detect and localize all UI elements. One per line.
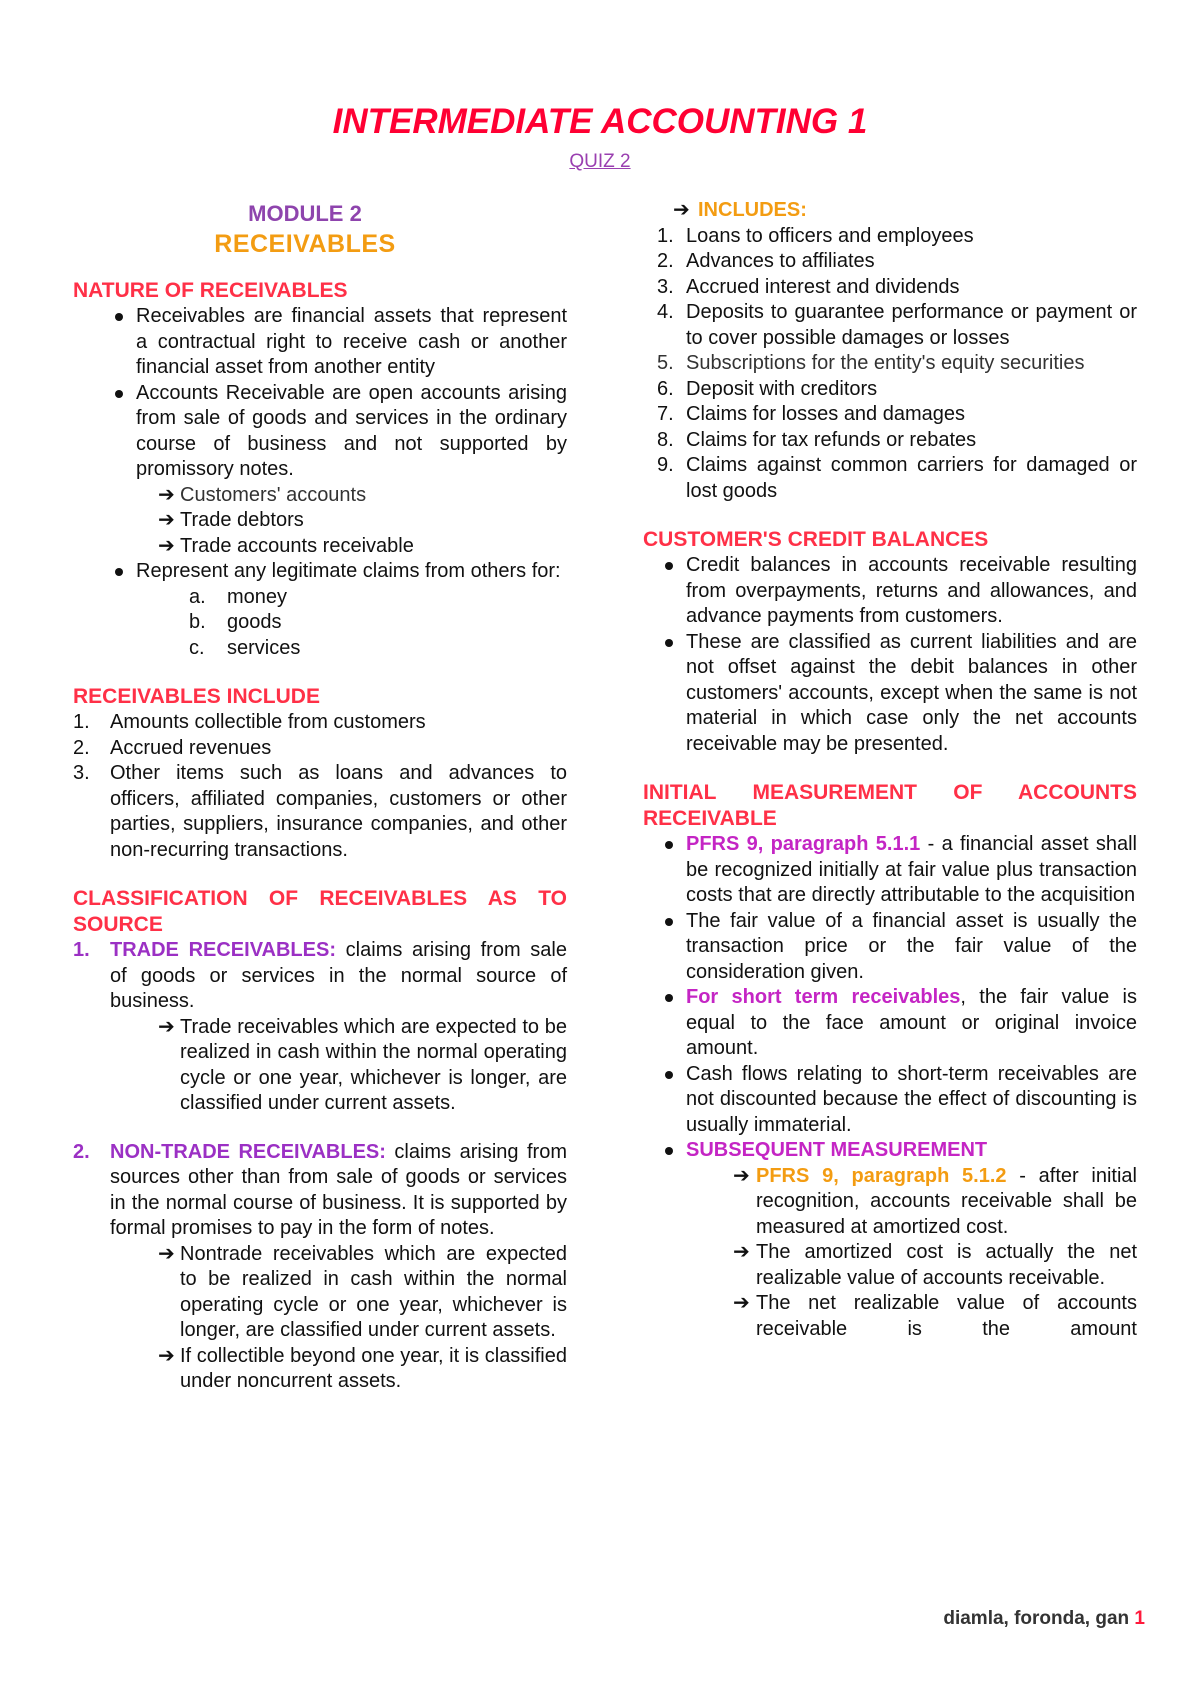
list-item: 1. TRADE RECEIVABLES: claims arising from sale of goods or services in the normal source of business. ➔ Trade receivables which are expected to be realized in cash within the normal operating cycle or one year, whichever is longer, are classified under current assets. <box>73 938 567 1140</box>
list-item: Credit balances in accounts receivable resulting from overpayments, returns and allowances, and advance payments from customers. <box>623 553 1137 630</box>
list-item: 2. NON-TRADE RECEIVABLES: claims arising from sources other than from sale of goods or services in the normal course of business. It is supported by formal promises to pay in the form of notes. ➔ Nontrade receivables which are expected to be realized in cash within the normal operating cycle or one year, whichever is longer, are classified under current assets. ➔ If collectible beyond one year, it is classified under noncurrent assets. <box>73 1140 567 1395</box>
page-number: 1 <box>1134 1608 1145 1629</box>
credit-heading: CUSTOMER'S CREDIT BALANCES <box>643 528 989 551</box>
arrow-icon: ➔ <box>158 534 175 557</box>
classification-heading: CLASSIFICATION OF RECEIVABLES AS TO SOURCE <box>73 887 567 936</box>
list-item: 1. Amounts collectible from customers <box>73 711 426 733</box>
list-item: 1. Loans to officers and employees <box>657 224 974 247</box>
classification-list <box>73 938 567 1395</box>
right-column <box>643 198 1137 1342</box>
includes-list <box>643 224 1137 505</box>
list-item: a. money <box>189 585 288 608</box>
topic-title: RECEIVABLES <box>214 230 396 258</box>
list-item <box>73 381 567 560</box>
arrow-icon: ➔ <box>673 199 690 221</box>
list-item: ➔ The net realizable value of accounts receivable is the amount <box>733 1292 1137 1340</box>
list-item: For short term receivables, the fair value is equal to the face amount or original invoice amount. <box>623 985 1137 1062</box>
list-item: ➔ Trade receivables which are expected to be realized in cash within the normal operating cycle or one year, whichever is longer, are classified under current assets. <box>158 1015 567 1114</box>
list-item: 6. Deposit with creditors <box>657 377 878 400</box>
left-column <box>73 200 567 1395</box>
arrow-icon: ➔ <box>158 483 175 506</box>
include-list <box>73 710 567 863</box>
page-footer <box>815 1607 1145 1631</box>
list-item: 5. Subscriptions for the entity's equity securities <box>657 352 1085 374</box>
list-item: ➔ Customers' accounts <box>73 483 567 509</box>
list-item: ➔ Trade debtors <box>73 508 567 534</box>
list-item: SUBSEQUENT MEASUREMENT ➔ PFRS 9, paragraph 5.1.2 - after initial recognition, accounts receivable shall be measured at amortized cost. ➔ The amortized cost is actually the net realizable value of accounts receivable. ➔ The net realizable value of accounts receivable is the amount <box>623 1138 1137 1342</box>
list-item: 3. Accrued interest and dividends <box>657 275 960 298</box>
nontrade-sub-list <box>73 1242 567 1395</box>
arrow-icon: ➔ <box>158 1015 175 1038</box>
arrow-icon: ➔ <box>733 1292 750 1314</box>
initial-list <box>623 832 1137 1342</box>
arrow-icon: ➔ <box>158 509 175 531</box>
list-item: These are classified as current liabilities and are not offset against the debit balances in other customers' accounts, except when the same is not material in which case only the net accounts receivable may be presented. <box>623 630 1137 758</box>
arrow-icon: ➔ <box>733 1241 750 1263</box>
list-item-text: Accounts Receivable are open accounts arising from sale of goods and services in the ordinary course of business and not supported by promissory notes. <box>136 381 567 480</box>
authors: diamla, foronda, gan <box>943 1608 1135 1629</box>
credit-list <box>623 553 1137 757</box>
list-item: ➔ If collectible beyond one year, it is classified under noncurrent assets. <box>158 1344 567 1392</box>
nature-list <box>73 304 567 661</box>
ar-synonyms-list <box>73 483 567 560</box>
arrow-icon: ➔ <box>733 1164 750 1187</box>
quiz-subtitle: QUIZ 2 <box>569 151 631 172</box>
list-item: 2. Accrued revenues <box>73 736 272 759</box>
list-item: The fair value of a financial asset is usually the transaction price or the fair value of the consideration given. <box>623 909 1137 986</box>
list-item: b. goods <box>189 611 282 633</box>
list-item: 2. Advances to affiliates <box>657 250 875 272</box>
module-label: MODULE 2 <box>248 201 362 226</box>
list-item: PFRS 9, paragraph 5.1.1 - a financial asset shall be recognized initially at fair value plus transaction costs that are directly attributable to the acquisition <box>623 832 1137 909</box>
nature-heading: NATURE OF RECEIVABLES <box>73 279 348 302</box>
trade-sub-list <box>73 1015 567 1117</box>
subsequent-list <box>623 1164 1137 1343</box>
list-item: ➔ PFRS 9, paragraph 5.1.2 - after initial recognition, accounts receivable shall be measured at amortized cost. <box>733 1164 1137 1238</box>
list-item: 4. Deposits to guarantee performance or payment or to cover possible damages or losses <box>657 301 1137 349</box>
list-item: Represent any legitimate claims from others for: a. money b. goods c. services <box>73 559 567 661</box>
list-item: 8. Claims for tax refunds or rebates <box>657 428 977 451</box>
claims-list <box>73 585 567 662</box>
document-title: INTERMEDIATE ACCOUNTING 1 <box>332 102 868 141</box>
list-item: ➔ Nontrade receivables which are expected to be realized in cash within the normal operating cycle or one year, whichever is longer, are classified under current assets. <box>158 1242 567 1341</box>
arrow-icon: ➔ <box>158 1344 175 1367</box>
includes-heading-row <box>643 198 1137 224</box>
list-item: 3. Other items such as loans and advances to officers, affiliated companies, customers or other parties, suppliers, insurance companies, and other non-recurring transactions. <box>73 762 567 861</box>
list-item: ➔ Trade accounts receivable <box>73 534 567 560</box>
list-item: ➔ The amortized cost is actually the net realizable value of accounts receivable. <box>733 1241 1137 1289</box>
include-heading: RECEIVABLES INCLUDE <box>73 685 320 708</box>
list-item: Receivables are financial assets that represent a contractual right to receive cash or another financial asset from another entity <box>73 304 567 381</box>
list-item: 7. Claims for losses and damages <box>657 403 966 425</box>
list-item: 9. Claims against common carriers for damaged or lost goods <box>657 454 1137 502</box>
includes-heading: INCLUDES: <box>698 199 807 221</box>
arrow-icon: ➔ <box>158 1242 175 1265</box>
initial-heading: INITIAL MEASUREMENT OF ACCOUNTS RECEIVABLE <box>643 781 1137 830</box>
list-item: Cash flows relating to short-term receivables are not discounted because the effect of discounting is usually immaterial. <box>623 1062 1137 1139</box>
list-item: c. services <box>189 636 301 659</box>
